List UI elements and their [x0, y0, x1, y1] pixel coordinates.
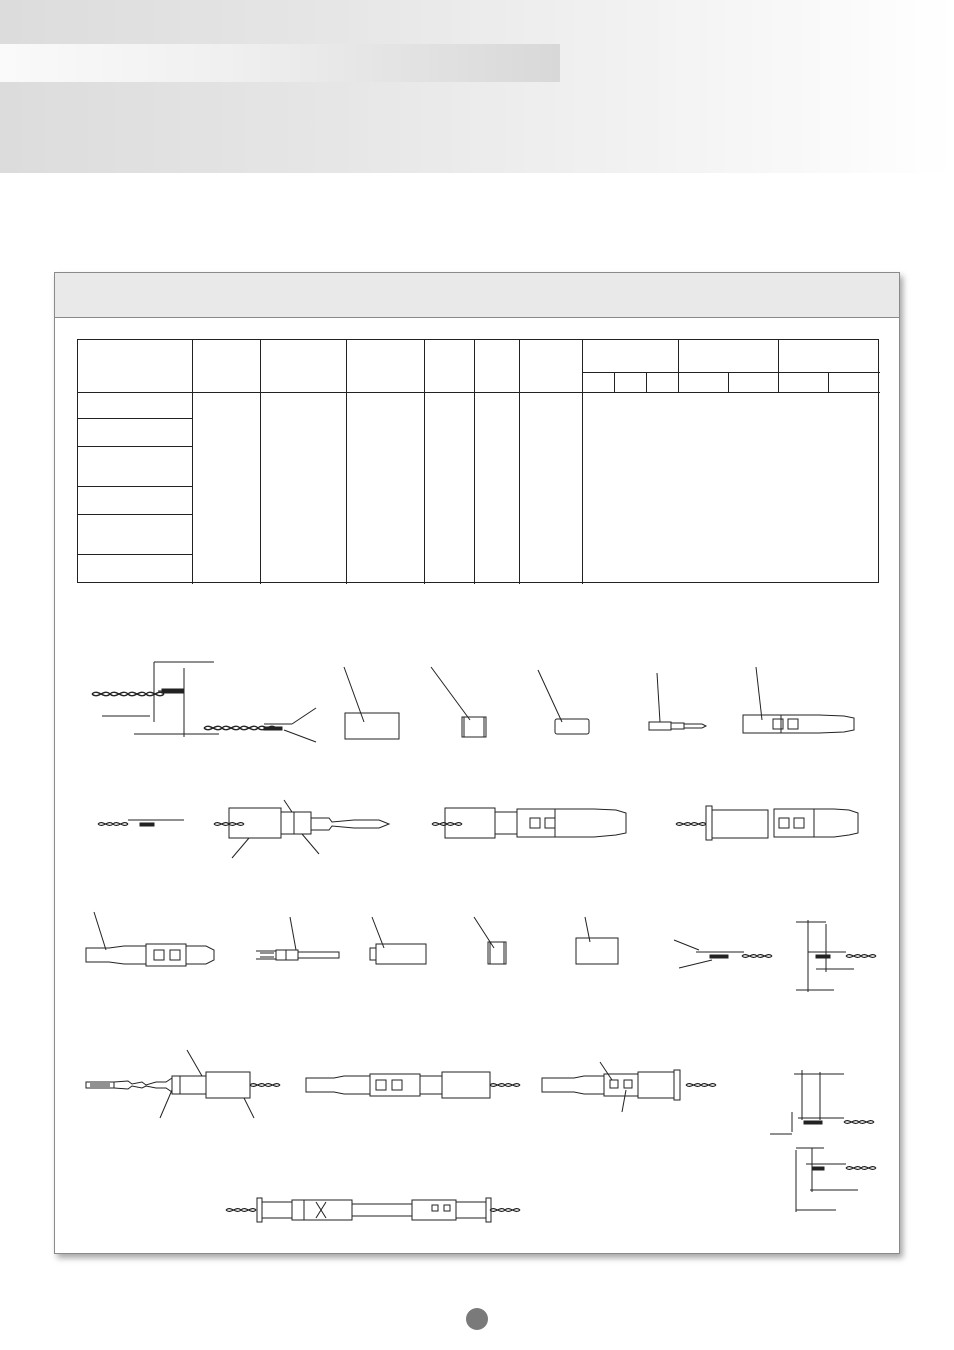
sleeve-tube-figure	[431, 667, 486, 737]
socket-assembly-right-collar-figure	[542, 1062, 716, 1112]
tube-sleeve-2-figure	[474, 917, 506, 964]
stripped-wire-dimension-figure	[92, 662, 219, 737]
header-strip	[0, 44, 560, 82]
header-band	[0, 0, 954, 173]
page-number-badge	[466, 1308, 488, 1330]
long-socket-figure	[86, 912, 214, 966]
wire-with-insulation-figure	[204, 708, 316, 742]
technical-drawings	[54, 272, 898, 1252]
wire-end-figure	[98, 820, 184, 826]
rect-sleeve-3-figure	[576, 917, 618, 964]
wire-right-dimension-figure	[796, 920, 876, 992]
pin-assembly-right-figure	[86, 1050, 280, 1118]
mated-splice-figure	[226, 1198, 520, 1222]
wire-right-figure	[674, 940, 772, 968]
wire-dimension-right-3-figure	[796, 1148, 876, 1212]
long-pin-figure	[256, 917, 339, 960]
rect-sleeve-2-figure	[370, 917, 426, 964]
sleeve-rect-figure	[344, 667, 399, 739]
pin-assembly-figure	[214, 800, 389, 858]
small-sleeve-figure	[538, 670, 589, 734]
wire-dimension-right-2-figure	[770, 1070, 874, 1134]
socket-assembly-right-figure	[306, 1072, 520, 1098]
socket-assembly-collar-figure	[676, 806, 858, 840]
socket-contact-figure	[743, 667, 854, 733]
socket-assembly-sleeve-figure	[432, 808, 626, 838]
pin-contact-figure	[649, 673, 706, 730]
